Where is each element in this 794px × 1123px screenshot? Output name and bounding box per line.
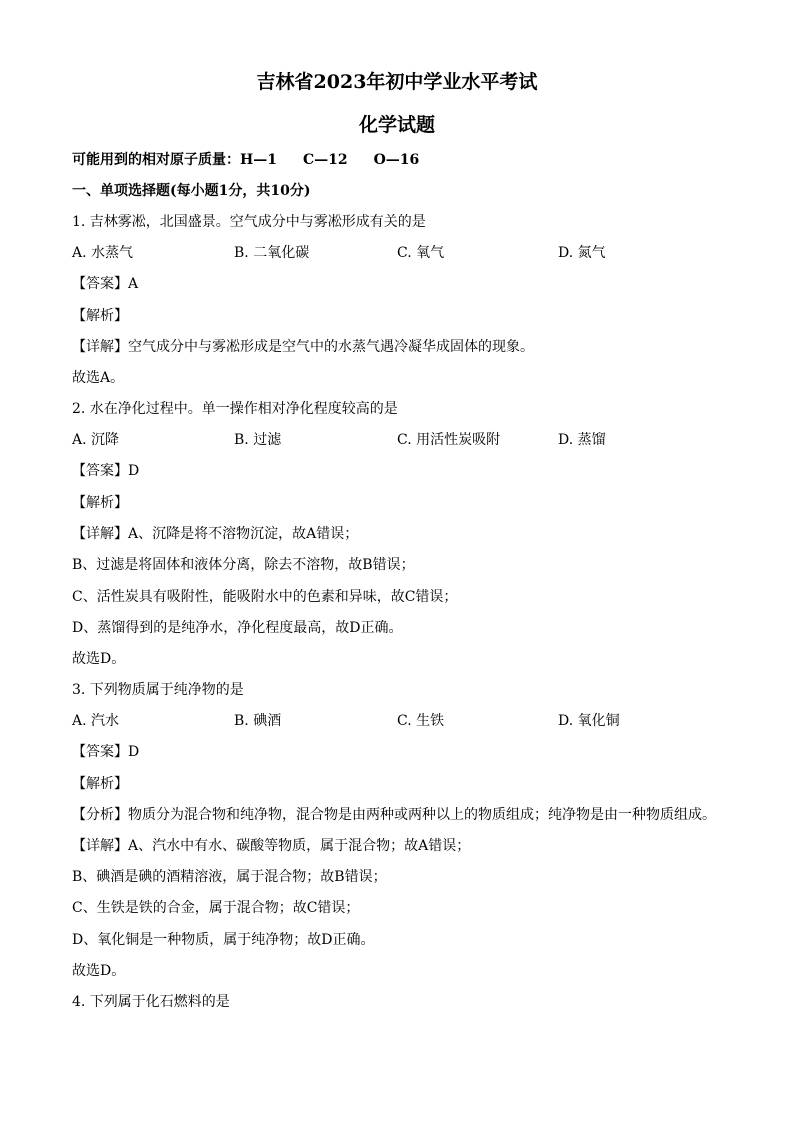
q3-detail-b: B、碘酒是碘的酒精溶液，属于混合物；故B错误； <box>72 869 387 885</box>
q2-options <box>72 430 732 450</box>
q3-conclusion: 故选D。 <box>72 963 126 979</box>
q1-stem: 1. 吉林雾凇，北国盛景。空气成分中与雾凇形成有关的是 <box>72 214 426 230</box>
section-heading: 一、单项选择题(每小题1分，共10分) <box>72 183 311 199</box>
q2-analysis-label: 【解析】 <box>72 495 128 511</box>
atomic-mass-label: 可能用到的相对原子质量： <box>72 152 240 168</box>
q1-conclusion: 故选A。 <box>72 370 125 386</box>
q1-option-d: D. 氮气 <box>558 245 606 261</box>
q2-option-d: D. 蒸馏 <box>558 432 606 448</box>
q3-stem: 3. 下列物质属于纯净物的是 <box>72 682 244 698</box>
q3-option-a: A. 汽水 <box>72 713 120 729</box>
atomic-mass-c: C—12 <box>302 152 348 168</box>
q2-detail: 【详解】A、沉降是将不溶物沉淀，故A错误； <box>72 526 359 542</box>
q3-detail: 【详解】A、汽水中有水、碳酸等物质，属于混合物；故A错误； <box>72 838 471 854</box>
q3-analysis-label: 【解析】 <box>72 776 128 792</box>
q1-option-b: B. 二氧化碳 <box>234 245 310 261</box>
q3-fenxi: 【分析】物质分为混合物和纯净物，混合物是由两种或两种以上的物质组成；纯净物是由一种物质组成。 <box>72 807 716 823</box>
q1-option-c: C. 氧气 <box>397 245 445 261</box>
exam-subtitle: 化学试题 <box>358 114 435 136</box>
q2-detail-c: C、活性炭具有吸附性，能吸附水中的色素和异味，故C错误； <box>72 589 458 605</box>
q2-stem: 2. 水在净化过程中。单一操作相对净化程度较高的是 <box>72 401 398 417</box>
q2-option-b: B. 过滤 <box>234 432 282 448</box>
q3-answer: 【答案】D <box>72 744 140 760</box>
q1-answer: 【答案】A <box>72 276 139 292</box>
q3-detail-d: D、氧化铜是一种物质，属于纯净物；故D正确。 <box>72 932 375 948</box>
q4-stem: 4. 下列属于化石燃料的是 <box>72 994 230 1010</box>
q3-option-b: B. 碘酒 <box>234 713 282 729</box>
q3-options <box>72 711 732 731</box>
q1-option-a: A. 水蒸气 <box>72 245 134 261</box>
atomic-mass-o: O—16 <box>373 152 420 168</box>
exam-title: 吉林省2023年初中学业水平考试 <box>256 71 538 93</box>
atomic-mass-h: H—1 <box>240 152 277 168</box>
q2-option-c: C. 用活性炭吸附 <box>397 432 501 448</box>
q1-detail: 【详解】空气成分中与雾凇形成是空气中的水蒸气遇冷凝华成固体的现象。 <box>72 339 534 355</box>
q2-conclusion: 故选D。 <box>72 651 126 667</box>
q2-option-a: A. 沉降 <box>72 432 120 448</box>
q1-analysis-label: 【解析】 <box>72 308 128 324</box>
q2-detail-d: D、蒸馏得到的是纯净水，净化程度最高，故D正确。 <box>72 620 403 636</box>
q2-answer: 【答案】D <box>72 463 140 479</box>
q1-options <box>72 243 732 263</box>
q3-option-d: D. 氧化铜 <box>558 713 620 729</box>
q3-option-c: C. 生铁 <box>397 713 445 729</box>
q3-detail-c: C、生铁是铁的合金，属于混合物；故C错误； <box>72 900 360 916</box>
q2-detail-b: B、过滤是将固体和液体分离，除去不溶物，故B错误； <box>72 557 415 573</box>
atomic-mass-line <box>72 150 419 170</box>
